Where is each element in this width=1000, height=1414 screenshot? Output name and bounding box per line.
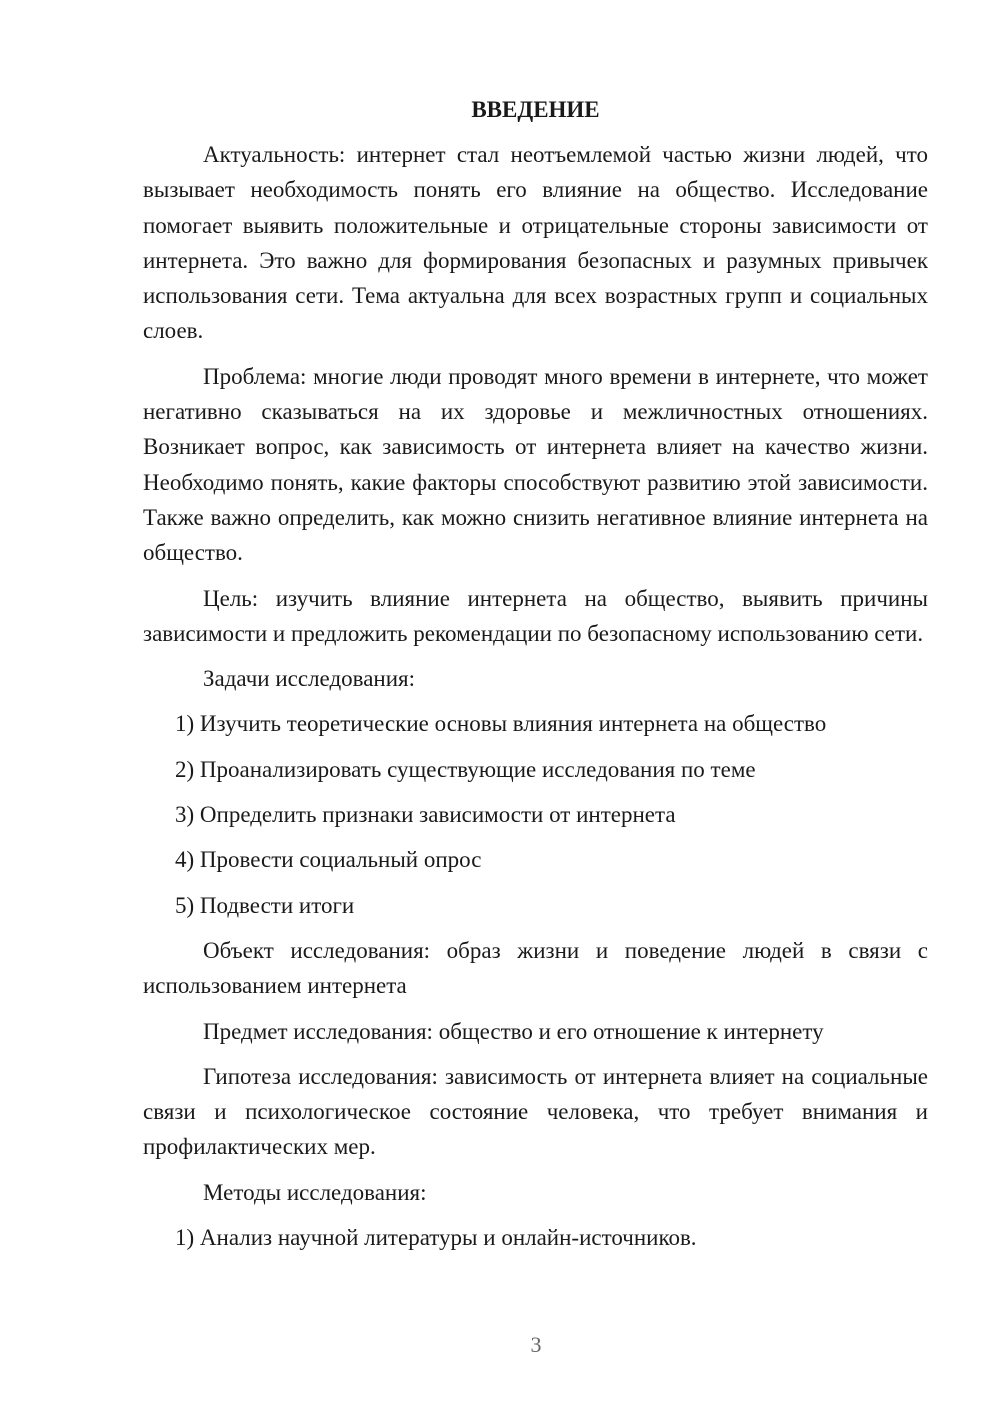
tasks-heading: Задачи исследования:	[203, 666, 416, 692]
problem-paragraph: Проблема: многие люди проводят много времени в интернете, что может негативно сказываться на их здоровье и межличностных отношениях. Возникает вопрос, как зависимость от интернета влияет на качество жизни. Необходимо понять, какие факторы способствуют развитию этой зависимости. Также важно определить, как можно снизить негативное влияние интернета на общество.	[143, 363, 928, 566]
goal-paragraph: Цель: изучить влияние интернета на общество, выявить причины зависимости и предложить рекомендации по безопасному использованию сети.	[143, 585, 928, 646]
subject-paragraph: Предмет исследования: общество и его отношение к интернету	[203, 1018, 824, 1044]
object-paragraph: Объект исследования: образ жизни и поведение людей в связи с использованием интернета	[143, 937, 928, 999]
task-item: 5) Подвести итоги	[175, 892, 355, 918]
page-content	[143, 92, 928, 1265]
method-item: 1) Анализ научной литературы и онлайн-источников.	[175, 1225, 697, 1251]
task-item: 2) Проанализировать существующие исследования по теме	[175, 756, 756, 782]
methods-heading: Методы исследования:	[203, 1179, 427, 1205]
task-item: 1) Изучить теоретические основы влияния интернета на общество	[175, 711, 827, 737]
task-item: 3) Определить признаки зависимости от интернета	[175, 802, 676, 828]
relevance-paragraph: Актуальность: интернет стал неотъемлемой частью жизни людей, что вызывает необходимость понять его влияние на общество. Исследование помогает выявить положительные и отрицательные стороны зависимости от интернета. Это важно для формирования безопасных и разумных привычек использования сети. Тема актуальна для всех возрастных групп и социальных слоев.	[143, 142, 928, 344]
hypothesis-paragraph: Гипотеза исследования: зависимость от интернета влияет на социальные связи и психологическое состояние человека, что требует внимания и профилактических мер.	[143, 1063, 928, 1160]
page-number: 3	[530, 1332, 542, 1357]
page-title: ВВЕДЕНИЕ	[471, 97, 600, 122]
task-item: 4) Провести социальный опрос	[175, 847, 482, 873]
